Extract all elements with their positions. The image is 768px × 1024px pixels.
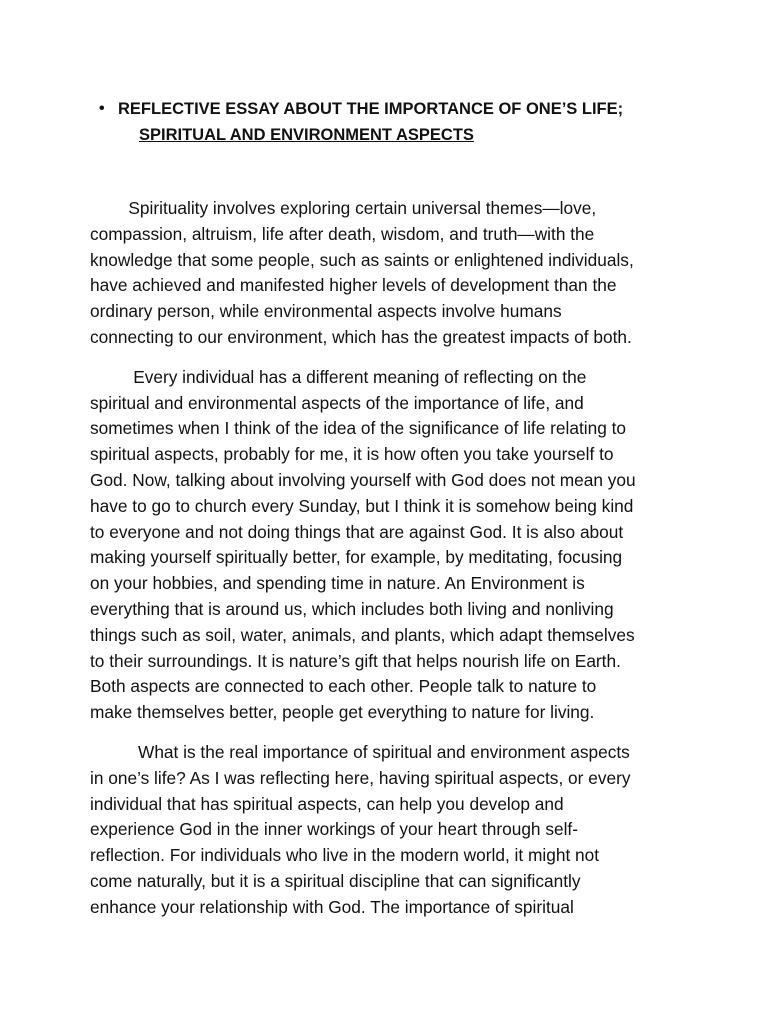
text-line: to their surroundings. It is nature’s gift that helps nourish life on Earth. <box>90 650 621 671</box>
title-line-2: SPIRITUAL AND ENVIRONMENT ASPECTS <box>139 126 474 144</box>
text-line: knowledge that some people, such as saints or enlightened individuals, <box>90 249 634 270</box>
text-line: Both aspects are connected to each other. People talk to nature to <box>90 676 597 697</box>
paragraph <box>90 365 690 726</box>
text-line: Spirituality involves exploring certain universal themes—love, <box>90 198 597 218</box>
text-line: individual that has spiritual aspects, can help you develop and <box>90 793 564 814</box>
paragraph <box>90 740 690 921</box>
text-line: have achieved and manifested higher levels of development than the <box>90 275 617 296</box>
text-line: spiritual and environmental aspects of the importance of life, and <box>90 392 584 413</box>
text-line: spiritual aspects, probably for me, it is how often you take yourself to <box>90 444 614 465</box>
text-line: have to go to church every Sunday, but I think it is somehow being kind <box>90 495 634 516</box>
title-line-1: REFLECTIVE ESSAY ABOUT THE IMPORTANCE OF ONE’S LIFE; <box>118 100 624 118</box>
essay-body <box>90 196 690 935</box>
text-line: on your hobbies, and spending time in nature. An Environment is <box>90 573 585 594</box>
paragraph <box>90 196 690 351</box>
text-line: things such as soil, water, animals, and plants, which adapt themselves <box>90 624 635 645</box>
text-line: What is the real importance of spiritual and environment aspects <box>90 741 630 762</box>
text-line: Every individual has a different meaning of reflecting on the <box>90 366 587 387</box>
text-line: make themselves better, people get everything to nature for living. <box>90 702 595 723</box>
text-line: enhance your relationship with God. The importance of spiritual <box>90 896 574 917</box>
text-line: everything that is around us, which includes both living and nonliving <box>90 598 614 619</box>
text-line: ordinary person, while environmental aspects involve humans <box>90 301 562 322</box>
bullet-icon: • <box>99 100 105 117</box>
text-line: connecting to our environment, which has the greatest impacts of both. <box>90 326 632 347</box>
text-line: to everyone and not doing things that are against God. It is also about <box>90 521 624 542</box>
text-line: reflection. For individuals who live in the modern world, it might not <box>90 845 600 866</box>
text-line: sometimes when I think of the idea of the significance of life relating to <box>90 418 627 439</box>
text-line: making yourself spiritually better, for example, by meditating, focusing <box>90 547 623 568</box>
text-line: experience God in the inner workings of your heart through self- <box>90 819 578 840</box>
text-line: God. Now, talking about involving yourself with God does not mean you <box>90 469 636 490</box>
text-line: in one’s life? As I was reflecting here, having spiritual aspects, or every <box>90 767 631 788</box>
text-line: come naturally, but it is a spiritual discipline that can significantly <box>90 870 581 891</box>
text-line: compassion, altruism, life after death, wisdom, and truth—with the <box>90 223 595 244</box>
essay-title <box>99 96 718 148</box>
